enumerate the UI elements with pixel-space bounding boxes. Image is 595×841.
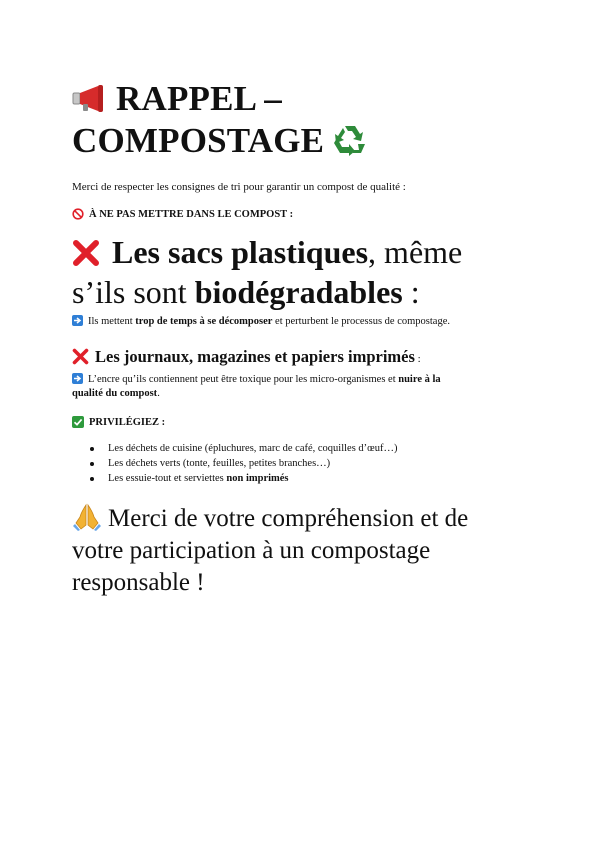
folded-hands-icon bbox=[72, 503, 102, 531]
item-printed-paper-bold: Les journaux, magazines et papiers imprimés bbox=[95, 347, 415, 366]
title-line-1 bbox=[72, 78, 542, 120]
list-item bbox=[108, 471, 398, 486]
printed-paper-note-bold-2: qualité du compost bbox=[72, 388, 158, 399]
list-item-bold: non imprimés bbox=[226, 473, 289, 484]
item-plastic-bags-text-2: s’ils sont bbox=[72, 274, 195, 310]
intro-text: Merci de respecter les consignes de tri pour garantir un compost de qualité : bbox=[72, 181, 406, 193]
printed-paper-note-end: . bbox=[157, 388, 160, 399]
item-plastic-bags-bold-2: biodégradables bbox=[194, 274, 403, 310]
title-line-2 bbox=[72, 120, 542, 162]
list-item: Les déchets de cuisine (épluchures, marc de café, coquilles d’œuf…) bbox=[108, 443, 398, 454]
item-plastic-bags-line-1 bbox=[72, 232, 542, 272]
plastic-bags-note-b: et perturbent le processus de compostage. bbox=[272, 316, 450, 327]
not-allowed-label: À NE PAS METTRE DANS LE COMPOST : bbox=[89, 209, 294, 220]
favor-label: PRIVILÉGIEZ : bbox=[89, 417, 166, 428]
item-printed-paper-suffix: : bbox=[414, 353, 421, 365]
thanks-line-3: responsable ! bbox=[72, 569, 205, 596]
cross-mark-icon bbox=[72, 348, 89, 365]
thanks-message bbox=[72, 503, 542, 599]
megaphone-icon bbox=[72, 84, 108, 112]
printed-paper-note bbox=[72, 373, 512, 401]
thanks-line-2: votre participation à un compostage bbox=[72, 537, 431, 564]
item-printed-paper bbox=[72, 346, 421, 370]
printed-paper-note-line-1 bbox=[72, 373, 512, 387]
item-plastic-bags-text-1: , même bbox=[368, 234, 463, 270]
printed-paper-note-bold-1: nuire à la bbox=[398, 374, 441, 385]
title-text-line-1: RAPPEL – bbox=[116, 79, 282, 118]
list-item: Les déchets verts (tonte, feuilles, petites branches…) bbox=[108, 456, 398, 471]
item-plastic-bags-text-3: : bbox=[402, 274, 420, 310]
item-plastic-bags-line-2 bbox=[72, 272, 542, 312]
list-item-text: Les essuie-tout et serviettes bbox=[108, 473, 227, 484]
plastic-bags-note-a: Ils mettent bbox=[88, 316, 136, 327]
favor-list bbox=[72, 441, 398, 486]
printed-paper-note-line-2 bbox=[72, 387, 512, 401]
favor-heading bbox=[72, 416, 165, 430]
thanks-text-1: Merci de votre compréhension et de bbox=[108, 505, 469, 532]
arrow-right-icon bbox=[72, 373, 83, 384]
printed-paper-note-a: L’encre qu’ils contiennent peut être toxique pour les micro-organismes et bbox=[88, 374, 399, 385]
check-mark-icon bbox=[72, 416, 84, 428]
plastic-bags-note-bold: trop de temps à se décomposer bbox=[135, 316, 273, 327]
plastic-bags-note bbox=[72, 315, 512, 329]
prohibited-icon bbox=[72, 208, 84, 220]
thanks-line-1 bbox=[72, 503, 542, 535]
arrow-right-icon bbox=[72, 315, 83, 326]
item-plastic-bags bbox=[72, 232, 542, 312]
item-plastic-bags-bold: Les sacs plastiques bbox=[112, 234, 369, 270]
page-title bbox=[72, 78, 542, 162]
not-allowed-heading bbox=[72, 208, 293, 222]
recycle-icon bbox=[332, 123, 368, 157]
title-text-line-2: COMPOSTAGE bbox=[72, 121, 325, 160]
cross-mark-icon bbox=[72, 239, 100, 267]
